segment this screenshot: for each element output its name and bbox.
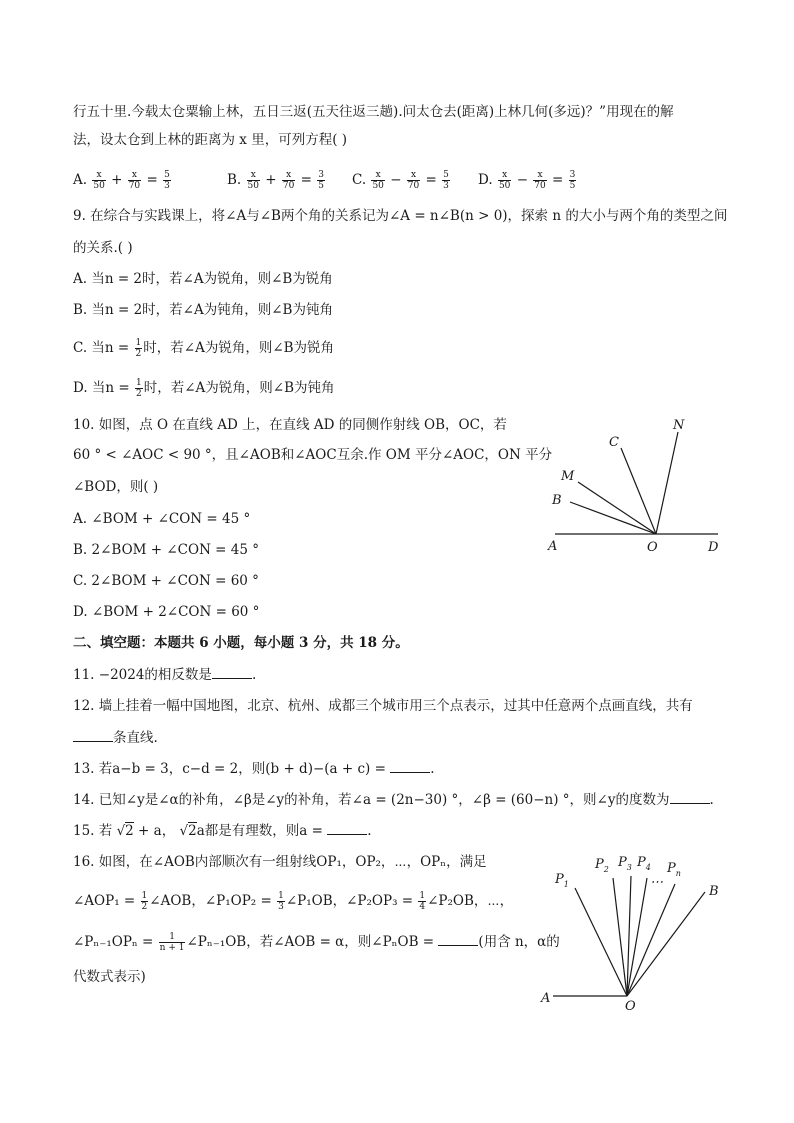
q9-line1: 9. 在综合与实践课上，将∠A与∠B两个角的关系记为∠A = n∠B(n > 0)，探索 n 的大小与两个角的类型之间 [73, 208, 728, 224]
label-m: M [561, 469, 575, 484]
label-o: O [647, 540, 658, 555]
q16-line1: 16. 如图，在∠AOB内部顺次有一组射线OP₁，OP₂，⋯，OPₙ，满足 [73, 854, 487, 870]
label-p2: $P_2$ [595, 857, 609, 874]
q16-answer-blank[interactable] [438, 932, 478, 946]
label-p4: $P_4$ [637, 855, 651, 872]
ray-ob [570, 502, 656, 534]
q15: 15. 若 √2 + a， √2a都是有理数，则a = . [73, 823, 372, 839]
q12-line2: 条直线. [73, 728, 158, 747]
q9-option-b[interactable]: B. 当n = 2时，若∠A为钝角，则∠B为钝角 [73, 302, 333, 318]
q14: 14. 已知∠y是∠α的补角，∠β是∠y的补角，若∠a = (2n−30) °，∠β = (60−n) °，则∠y的度数为 . [73, 792, 714, 808]
label-dots: ⋯ [650, 875, 663, 890]
q10-line2: 60 ° < ∠AOC < 90 °，且∠AOB和∠AOC互余.作 OM 平分∠AOC，ON 平分 [73, 447, 553, 463]
q10-figure [540, 410, 730, 560]
q13-answer-blank[interactable] [390, 759, 430, 773]
label-p1: $P_1$ [555, 872, 569, 889]
q15-answer-blank[interactable] [327, 821, 367, 835]
ray-om [578, 482, 656, 534]
label-d: D [708, 540, 719, 555]
label-pn: $P_n$ [667, 861, 681, 878]
q12-answer-blank[interactable] [73, 728, 113, 742]
q16-line4: 代数式表示) [73, 969, 146, 985]
q10-option-a[interactable]: A. ∠BOM + ∠CON = 45 ° [73, 511, 251, 527]
label-p3: $P_3$ [618, 855, 632, 872]
q9-option-a[interactable]: A. 当n = 2时，若∠A为锐角，则∠B为锐角 [73, 271, 333, 287]
q13: 13. 若a−b = 3，c−d = 2，则(b + d)−(a + c) = . [73, 761, 435, 777]
q10-option-d[interactable]: D. ∠BOM + 2∠CON = 60 ° [73, 604, 260, 620]
ray-on [656, 432, 678, 534]
ray-opn [627, 884, 675, 996]
label-n: N [673, 418, 685, 433]
q11-answer-blank[interactable] [212, 665, 252, 679]
q10-option-c[interactable]: C. 2∠BOM + ∠CON = 60 ° [73, 573, 259, 589]
label-c: C [609, 435, 619, 450]
q8-option-c[interactable]: C. $\frac{x}{50}$ − $\frac{x}{70}$ = $\frac{5}{3}$ [352, 170, 449, 191]
q8-line2: 法，设太仓到上林的距离为 x 里，可列方程( ) [73, 132, 348, 148]
label-a: A [548, 539, 558, 554]
label-o: O [625, 999, 636, 1014]
q8-option-a[interactable]: A. $\frac{x}{50}$ + $\frac{x}{70}$ = $\frac{5}{3}$ [73, 170, 170, 191]
q9-option-c[interactable]: C. 当n = $\frac{1}{2}$ 时，若∠A为锐角，则∠B为锐角 [73, 338, 335, 359]
q8-option-b[interactable]: B. $\frac{x}{50}$ + $\frac{x}{70}$ = $\frac{3}{5}$ [227, 170, 324, 191]
label-a: A [541, 991, 551, 1006]
q8-line1: 行五十里.今载太仓粟输上林，五日三返(五天往返三趟).问太仓去(距离)上林几何(多远)？”用现在的解 [73, 104, 674, 120]
q8-option-d[interactable]: D. $\frac{x}{50}$ − $\frac{x}{70}$ = $\frac{3}{5}$ [478, 170, 576, 191]
q16-line3: ∠Pₙ₋₁OPₙ = $\frac{1}{n + 1}$ ∠Pₙ₋₁OB，若∠AOB = α，则∠PₙOB = (用含 n，α的 [73, 932, 560, 953]
q9-option-d[interactable]: D. 当n = $\frac{1}{2}$ 时，若∠A为锐角，则∠B为钝角 [73, 378, 335, 399]
q10-line3: ∠BOD，则( ) [73, 479, 159, 495]
q12-line1: 12. 墙上挂着一幅中国地图，北京、杭州、成都三个城市用三个点表示，过其中任意两个点画直线，共有 [73, 698, 693, 714]
ray-ob [627, 892, 705, 996]
q10-option-b[interactable]: B. 2∠BOM + ∠CON = 45 ° [73, 542, 259, 558]
q11: 11. −2024的相反数是 . [73, 667, 257, 683]
q16-figure [535, 850, 735, 1015]
section2-heading: 二、填空题：本题共 6 小题，每小题 3 分，共 18 分。 [73, 635, 409, 651]
label-b: B [709, 884, 719, 899]
ray-op2 [613, 878, 627, 996]
q10-line1: 10. 如图，点 O 在直线 AD 上，在直线 AD 的同侧作射线 OB，OC，若 [73, 417, 507, 433]
q9-line2: 的关系.( ) [73, 240, 133, 256]
ray-oc [621, 448, 656, 534]
ray-op1 [575, 888, 627, 996]
q16-line2: ∠AOP₁ = $\frac{1}{2}$ ∠AOB，∠P₁OP₂ = $\frac{1}{3}$ ∠P₁OB，∠P₂OP₃ = $\frac{1}{4}$ ∠P₂OB，⋯， [73, 891, 514, 912]
label-b: B [552, 493, 562, 508]
q14-answer-blank[interactable] [670, 790, 710, 804]
